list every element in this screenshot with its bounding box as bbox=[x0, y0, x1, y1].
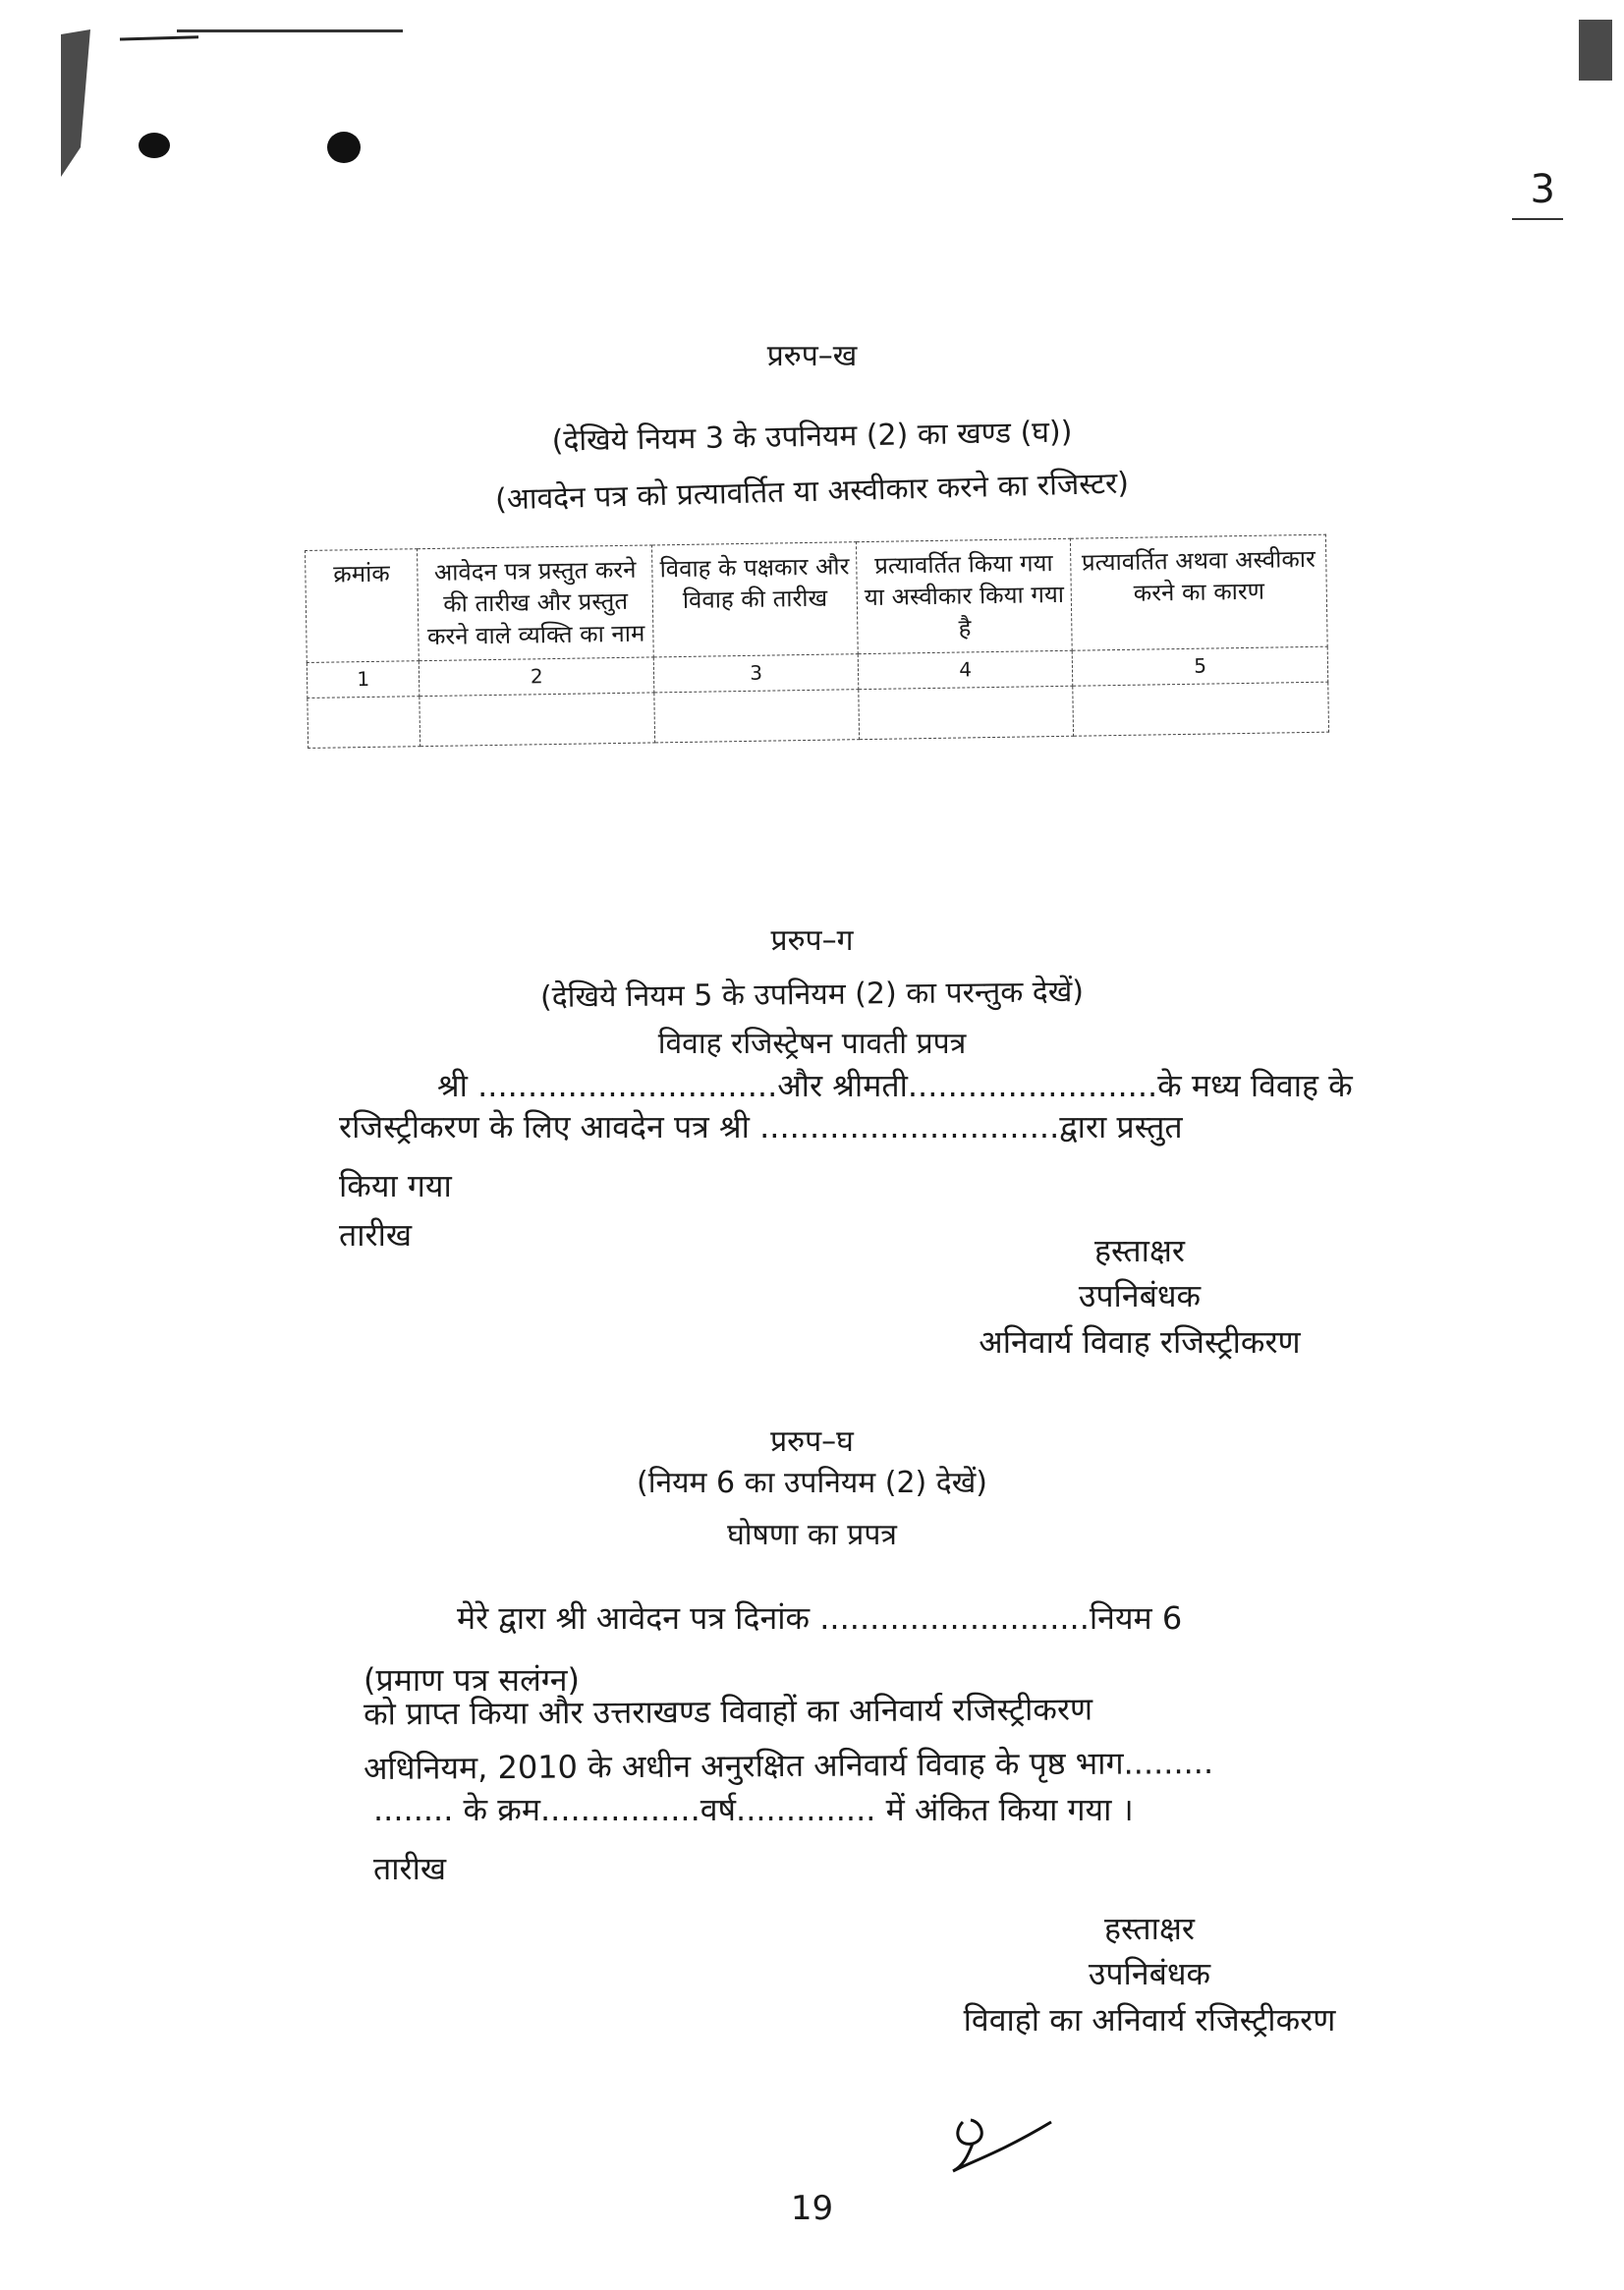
table-cell bbox=[420, 693, 655, 747]
form-ga-line-3: किया गया bbox=[339, 1167, 452, 1204]
form-ga-title: प्ररुप–ग bbox=[770, 923, 854, 958]
table-header-cell: आवेदन पत्र प्रस्तुत करने की तारीख और प्रस्तुत करने वाले व्यक्ति का नाम bbox=[418, 545, 654, 661]
table-column-number: 2 bbox=[420, 657, 655, 697]
table-header-cell: विवाह के पक्षकार और विवाह की तारीख bbox=[652, 542, 859, 657]
form-gha-line-1: मेरे द्वारा श्री आवेदन पत्र दिनांक ...........................नियम 6 bbox=[457, 1599, 1183, 1637]
table-header-cell: प्रत्यावर्तित किया गया या अस्वीकार किया गया है bbox=[856, 538, 1072, 654]
table-header-cell: क्रमांक bbox=[306, 549, 420, 663]
table-cell bbox=[859, 686, 1074, 739]
handwritten-signature bbox=[943, 2102, 1061, 2181]
table-column-number: 1 bbox=[307, 661, 420, 698]
form-kha-ref: (देखिये नियम 3 के उपनियम (2) का खण्ड (घ)) bbox=[551, 415, 1073, 459]
corner-number: 3 bbox=[1530, 167, 1555, 212]
table-cell bbox=[308, 697, 420, 749]
form-ga-date-label: तारीख bbox=[339, 1216, 413, 1254]
officer-title: उपनिबंधक bbox=[1088, 1955, 1211, 1993]
scan-artifact bbox=[324, 128, 364, 167]
scan-artifact bbox=[1579, 20, 1612, 81]
form-ga-line-2: रजिस्ट्रीकरण के लिए आवदेन पत्र श्री ..............................द्वारा प्रस्तुत bbox=[339, 1108, 1183, 1145]
form-ga-subtitle: विवाह रजिस्ट्रेषन पावती प्रपत्र bbox=[657, 1027, 967, 1061]
table-column-number: 4 bbox=[858, 650, 1073, 689]
form-ga-signature-block bbox=[865, 1228, 1415, 1365]
form-gha-line-3: को प्राप्त किया और उत्तराखण्ड विवाहों का अनिवार्य रजिस्ट्रीकरण bbox=[363, 1690, 1093, 1733]
officer-title: उपनिबंधक bbox=[1078, 1277, 1202, 1315]
signature-label: हस्ताक्षर bbox=[1093, 1232, 1185, 1269]
signature-label: हस्ताक्षर bbox=[1103, 1910, 1195, 1947]
form-gha-subtitle: घोषणा का प्रपत्र bbox=[727, 1518, 897, 1552]
table-header-cell: प्रत्यावर्तित अथवा अस्वीकार करने का कारण bbox=[1071, 534, 1328, 650]
form-gha-ref: (नियम 6 का उपनियम (2) देखें) bbox=[637, 1466, 987, 1500]
form-gha-line-2: (प्रमाण पत्र सलंग्न) bbox=[364, 1661, 581, 1699]
scan-artifact bbox=[177, 29, 403, 32]
register-table bbox=[305, 534, 1329, 749]
form-gha-title: प्ररुप–घ bbox=[770, 1424, 854, 1459]
form-gha-line-5: ........ के क्रम................वर्ष.............. में अंकित किया गया । bbox=[373, 1791, 1134, 1828]
form-ga-line-1: श्री ..............................और श्रीमती.........................के मध्य विवाह के bbox=[437, 1067, 1353, 1104]
table-cell bbox=[654, 690, 860, 743]
form-gha-date-label: तारीख bbox=[373, 1850, 447, 1887]
form-ga-ref: (देखिये नियम 5 के उपनियम (2) का परन्तुक देखें) bbox=[539, 975, 1085, 1015]
corner-number-underline bbox=[1512, 218, 1563, 220]
form-gha-signature-block bbox=[865, 1906, 1434, 2042]
table-cell bbox=[1073, 682, 1329, 736]
office-name: विवाहो का अनिवार्य रजिस्ट्रीकरण bbox=[963, 2000, 1336, 2039]
page-number: 19 bbox=[790, 2189, 834, 2228]
form-gha-line-4: अधिनियम, 2010 के अधीन अनुरक्षित अनिवार्य विवाह के पृष्ठ भाग......... bbox=[363, 1743, 1214, 1788]
table-column-number: 3 bbox=[654, 654, 859, 693]
scan-artifact bbox=[61, 29, 198, 177]
table-header-row bbox=[306, 534, 1328, 662]
form-kha-subtitle: (आवदेन पत्र को प्रत्यावर्तित या अस्वीकार करने का रजिस्टर) bbox=[494, 466, 1130, 518]
office-name: अनिवार्य विवाह रजिस्ट्रीकरण bbox=[979, 1322, 1301, 1361]
table-column-number: 5 bbox=[1072, 646, 1327, 686]
form-kha-title: प्ररुप–ख bbox=[766, 339, 858, 373]
